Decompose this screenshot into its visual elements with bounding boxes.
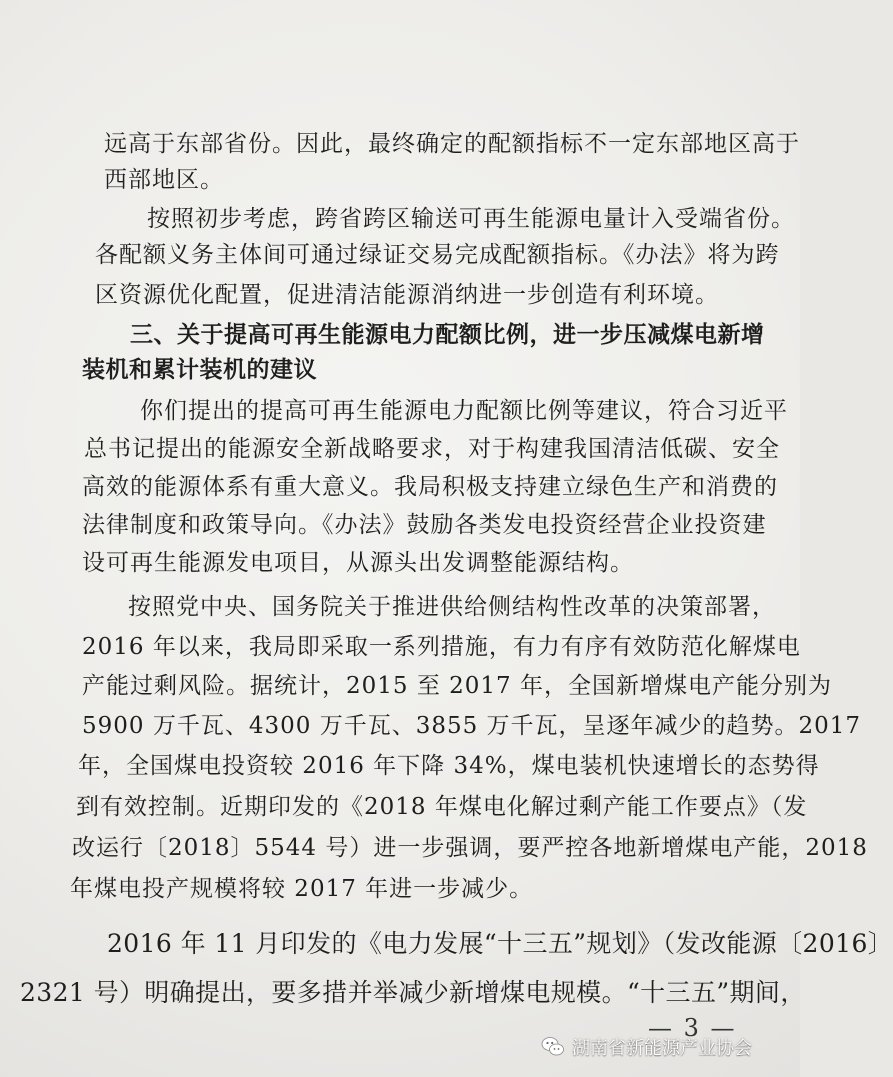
body-line-14: 2016 年以来，我局即采取一系列措施，有力有序有效防范化解煤电 — [82, 634, 801, 660]
wechat-icon — [540, 1034, 566, 1060]
body-line-11: 法律制度和政策导向。《办法》鼓励各类发电投资经营企业投资建 — [82, 512, 767, 538]
body-line-16: 5900 万千瓦、4300 万千瓦、3855 万千瓦，呈逐年减少的趋势。2017 — [82, 713, 862, 739]
body-line-22: 2321 号）明确提出，要多措并举减少新增煤电规模。“十三五”期间， — [20, 978, 806, 1007]
body-line-1: 远高于东部省份。因此，最终确定的配额指标不一定东部地区高于 — [104, 131, 800, 157]
page-number: — 3 — — [648, 1014, 737, 1042]
body-line-12: 设可再生能源发电项目，从源头出发调整能源结构。 — [82, 550, 634, 576]
body-line-18: 到有效控制。近期印发的《2018 年煤电化解过剩产能工作要点》（发 — [76, 794, 808, 820]
body-line-5: 区资源优化配置，促进清洁能源消纳进一步创造有利环境。 — [95, 282, 719, 308]
body-line-9: 总书记提出的能源安全新战略要求，对于构建我国清洁低碳、安全 — [84, 436, 780, 462]
body-line-17: 年，全国煤电投资较 2016 年下降 34%，煤电装机快速增长的态势得 — [78, 753, 820, 779]
section-heading-line-1: 三、关于提高可再生能源电力配额比例，进一步压减煤电新增 — [130, 322, 765, 348]
body-line-2: 西部地区。 — [104, 167, 224, 193]
body-line-15: 产能过剩风险。据统计，2015 至 2017 年，全国新增煤电产能分别为 — [82, 673, 832, 699]
body-line-4: 各配额义务主体间可通过绿证交易完成配额指标。《办法》将为跨 — [95, 242, 780, 268]
body-line-8: 你们提出的提高可再生能源电力配额比例等建议，符合习近平 — [140, 398, 788, 424]
body-line-21: 2016 年 11 月印发的《电力发展“十三五”规划》（发改能源〔2016〕 — [107, 929, 893, 958]
section-heading-line-2: 装机和累计装机的建议 — [82, 357, 317, 383]
watermark-text: 湖南省新能源产业协会 — [572, 1038, 752, 1059]
body-line-13: 按照党中央、国务院关于推进供给侧结构性改革的决策部署， — [128, 594, 776, 620]
body-line-19: 改运行〔2018〕5544 号）进一步强调，要严控各地新增煤电产能，2018 — [72, 835, 868, 861]
body-line-3: 按照初步考虑，跨省跨区输送可再生能源电量计入受端省份。 — [147, 206, 795, 232]
body-line-20: 年煤电投产规模将较 2017 年进一步减少。 — [70, 876, 534, 902]
body-line-10: 高效的能源体系有重大意义。我局积极支持建立绿色生产和消费的 — [82, 474, 778, 500]
wechat-watermark — [540, 1030, 785, 1064]
